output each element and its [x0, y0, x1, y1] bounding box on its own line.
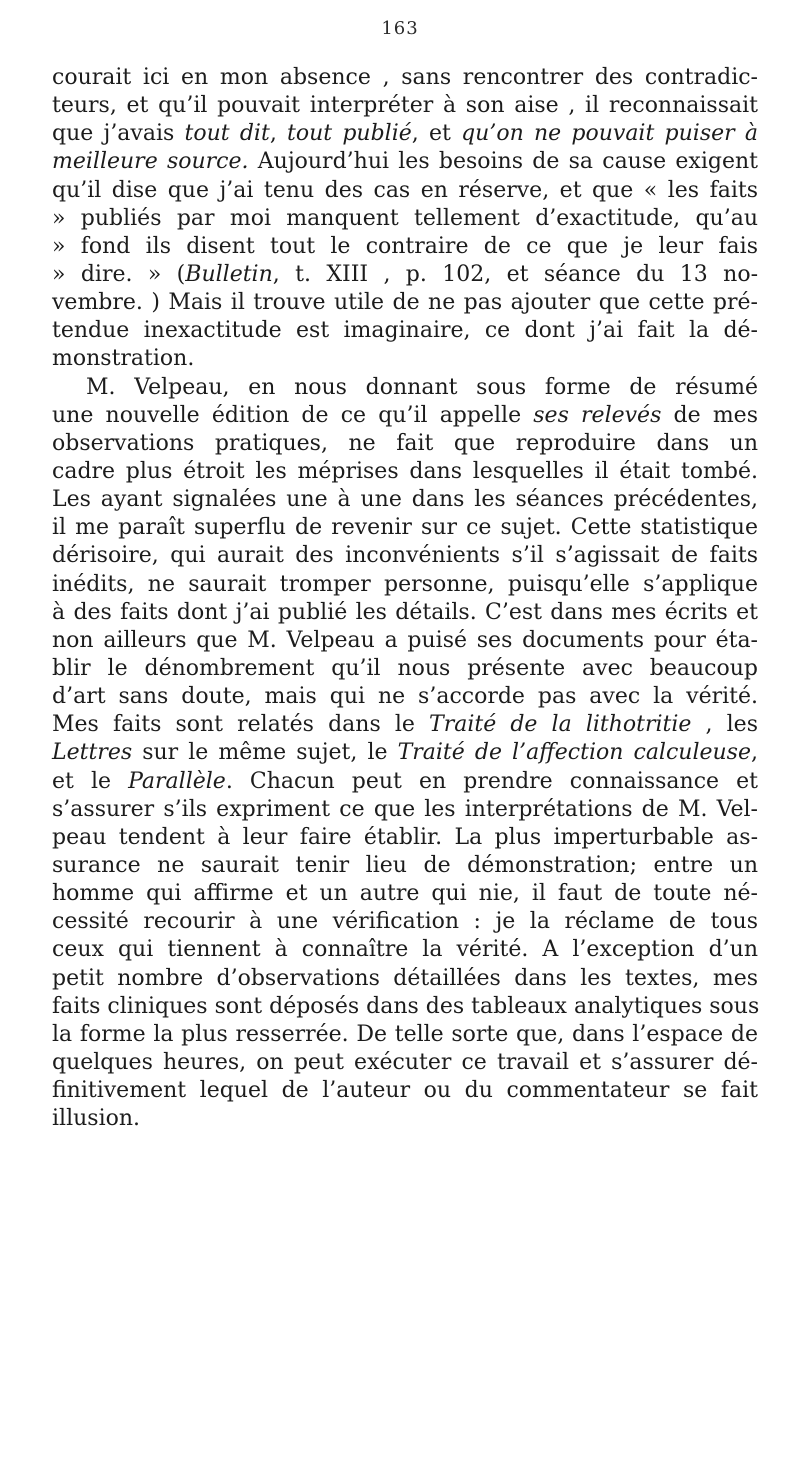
text-span: quelques heures, on peut exécuter ce travail et s’assurer dé-: [52, 1049, 758, 1075]
text-span: de mes: [661, 402, 758, 428]
text-line: [52, 1021, 758, 1049]
text-span: cadre plus étroit les méprises dans lesquelles il était tombé.: [52, 458, 758, 484]
text-span: cessité recourir à une vérification : je la réclame de tous: [52, 909, 758, 935]
text-line: [52, 430, 758, 458]
text-line: [52, 177, 758, 205]
text-span: , t. XIII , p. 102, et séance du 13 no-: [272, 261, 758, 287]
text-line: [52, 993, 758, 1021]
text-span: Aujourd’hui les besoins de sa cause exigent: [248, 149, 758, 175]
text-span: il me paraît superflu de revenir sur ce sujet. Cette statistique: [52, 515, 758, 541]
text-span: , les: [691, 712, 758, 738]
text-line: [52, 880, 758, 908]
text-span: d’art sans doute, mais qui ne s’accorde pas avec la vérité.: [52, 684, 758, 710]
text-span: sur le même sujet, le: [132, 740, 398, 766]
text-line: [52, 261, 758, 289]
text-span: homme qui affirme et un autre qui nie, il faut de toute né-: [52, 881, 758, 907]
text-line: [52, 711, 758, 739]
text-span: Mes faits sont relatés dans le: [52, 712, 430, 738]
text-span: Les ayant signalées une à une dans les séances précédentes,: [52, 487, 758, 513]
text-span: à des faits dont j’ai publié les détails. C’est dans mes écrits et: [52, 599, 758, 625]
italic-text: Bulletin: [185, 261, 273, 287]
text-span: tendue inexactitude est imaginaire, ce dont j’ai fait la dé-: [52, 318, 758, 344]
text-span: illusion.: [52, 1106, 141, 1132]
text-line: [52, 233, 758, 261]
italic-text: qu’on ne pouvait puiser à: [461, 121, 758, 147]
text-line: [52, 92, 758, 120]
text-line: [52, 796, 758, 824]
text-span: la forme la plus resserrée. De telle sorte que, dans l’espace de: [52, 1021, 758, 1047]
text-span: s’assurer s’ils expriment ce que les interprétations de M. Vel-: [52, 796, 758, 822]
text-span: » dire. » (: [52, 261, 186, 287]
text-line: [52, 571, 758, 599]
text-span: qu’il dise que j’ai tenu des cas en réserve, et que « les faits: [52, 177, 758, 203]
text-line: [52, 852, 758, 880]
text-line: [52, 458, 758, 486]
text-span: inédits, ne saurait tromper personne, puisqu’elle s’applique: [52, 571, 758, 597]
italic-text: Lettres: [52, 740, 133, 766]
text-line: [52, 542, 758, 570]
text-line: [52, 486, 758, 514]
text-span: une nouvelle édition de ce qu’il appelle: [52, 402, 534, 428]
text-span: ceux qui tiennent à connaître la vérité. A l’exception d’un: [52, 937, 758, 963]
text-span: courait ici en mon absence , sans rencontrer des contradic-: [52, 65, 758, 90]
italic-text: meilleure source.: [52, 149, 249, 175]
text-line: [52, 1049, 758, 1077]
text-span: et le: [52, 768, 129, 794]
text-line: [52, 824, 758, 852]
text-span: , et: [411, 121, 462, 147]
text-line: [52, 1077, 758, 1105]
text-line: [52, 317, 758, 345]
text-line: [52, 655, 758, 683]
page-number: 163: [381, 18, 419, 39]
italic-text: Parallèle: [128, 768, 226, 794]
text-span: » fond ils disent tout le contraire de ce que je leur fais: [52, 233, 758, 259]
text-line: [52, 402, 758, 430]
text-line: [52, 289, 758, 317]
body-text: [52, 64, 758, 1133]
text-line: [52, 683, 758, 711]
text-span: . Chacun peut en prendre connaissance et: [225, 768, 758, 794]
text-span: observations pratiques, ne fait que reproduire dans un: [52, 430, 758, 456]
italic-text: tout publié: [287, 121, 412, 147]
text-line: [52, 936, 758, 964]
text-line: [52, 374, 758, 402]
italic-text: ses relevés: [533, 402, 662, 428]
text-line: [52, 908, 758, 936]
text-span: faits cliniques sont déposés dans des tableaux analytiques sous: [52, 993, 760, 1019]
text-span: ,: [269, 121, 288, 147]
text-line: [52, 1105, 758, 1133]
text-span: petit nombre d’observations détaillées dans les textes, mes: [52, 965, 758, 991]
text-span: non ailleurs que M. Velpeau a puisé ses documents pour éta-: [52, 627, 758, 653]
text-line: [52, 205, 758, 233]
text-span: que j’avais: [52, 121, 185, 147]
italic-text: tout dit: [184, 121, 270, 147]
paragraph: [52, 374, 758, 1134]
text-span: M. Velpeau, en nous donnant sous forme de résumé: [86, 374, 758, 400]
text-span: finitivement lequel de l’auteur ou du commentateur se fait: [52, 1078, 758, 1104]
text-line: [52, 514, 758, 542]
italic-text: Traité de la lithotritie: [429, 712, 692, 738]
text-span: ,: [751, 740, 758, 766]
text-span: blir le dénombrement qu’il nous présente avec beaucoup: [52, 655, 758, 681]
text-span: peau tendent à leur faire établir. La plus imperturbable as-: [52, 824, 758, 850]
text-line: [52, 120, 758, 148]
text-span: vembre. ) Mais il trouve utile de ne pas ajouter que cette pré-: [52, 290, 758, 316]
text-span: teurs, et qu’il pouvait interpréter à son aise , il reconnaissait: [52, 93, 758, 119]
text-line: [52, 627, 758, 655]
text-line: [52, 599, 758, 627]
text-span: monstration.: [52, 346, 195, 372]
text-line: [52, 148, 758, 176]
text-span: » publiés par moi manquent tellement d’exactitude, qu’au: [52, 205, 758, 231]
text-line: [52, 768, 758, 796]
text-span: dérisoire, qui aurait des inconvénients s’il s’agissait de faits: [52, 543, 758, 569]
italic-text: Traité de l’affection calculeuse: [397, 740, 751, 766]
text-line: [52, 345, 758, 373]
text-line: [52, 739, 758, 767]
text-line: [52, 64, 758, 92]
text-line: [52, 965, 758, 993]
paragraph: [52, 64, 758, 374]
text-span: surance ne saurait tenir lieu de démonstration; entre un: [52, 852, 758, 878]
